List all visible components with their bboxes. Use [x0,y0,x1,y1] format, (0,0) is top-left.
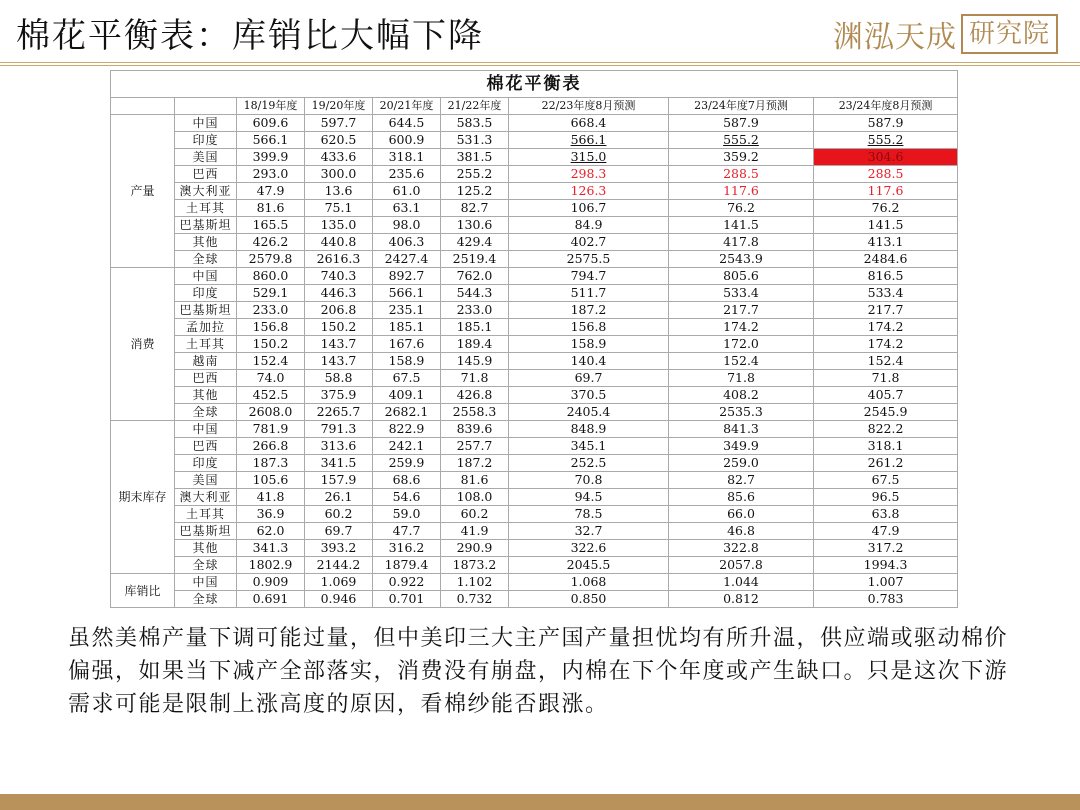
country-label: 印度 [175,285,237,302]
country-label: 中国 [175,115,237,132]
country-label: 全球 [175,557,237,574]
data-cell: 189.4 [441,336,509,353]
country-label: 美国 [175,472,237,489]
data-cell: 446.3 [305,285,373,302]
table-row [111,115,958,132]
data-cell: 242.1 [373,438,441,455]
data-cell: 1879.4 [373,557,441,574]
column-header: 18/19年度 [237,98,305,115]
data-cell: 26.1 [305,489,373,506]
data-cell: 41.9 [441,523,509,540]
data-cell: 1.007 [814,574,958,591]
data-cell: 2608.0 [237,404,305,421]
country-label: 其他 [175,387,237,404]
data-cell: 85.6 [669,489,814,506]
data-cell: 341.3 [237,540,305,557]
data-cell: 1994.3 [814,557,958,574]
data-cell: 108.0 [441,489,509,506]
data-cell: 233.0 [237,302,305,319]
data-cell: 892.7 [373,268,441,285]
data-cell: 172.0 [669,336,814,353]
data-cell: 2616.3 [305,251,373,268]
data-cell: 315.0 [509,149,669,166]
title-divider [0,62,1080,63]
data-cell: 185.1 [441,319,509,336]
data-cell: 402.7 [509,234,669,251]
data-cell: 36.9 [237,506,305,523]
section-label: 产量 [111,115,175,268]
data-cell: 259.0 [669,455,814,472]
data-cell: 288.5 [814,166,958,183]
data-cell: 0.946 [305,591,373,608]
data-cell: 125.2 [441,183,509,200]
data-cell: 71.8 [441,370,509,387]
data-cell: 143.7 [305,336,373,353]
data-cell: 150.2 [237,336,305,353]
data-cell: 2484.6 [814,251,958,268]
section-label: 期末库存 [111,421,175,574]
data-cell: 235.1 [373,302,441,319]
data-cell: 252.5 [509,455,669,472]
data-cell: 1802.9 [237,557,305,574]
data-cell: 405.7 [814,387,958,404]
data-cell: 794.7 [509,268,669,285]
country-label: 中国 [175,268,237,285]
data-cell: 117.6 [669,183,814,200]
column-header: 20/21年度 [373,98,441,115]
data-cell: 217.7 [814,302,958,319]
data-cell: 860.0 [237,268,305,285]
data-cell: 2405.4 [509,404,669,421]
data-cell: 322.6 [509,540,669,557]
country-label: 澳大利亚 [175,489,237,506]
data-cell: 762.0 [441,268,509,285]
data-cell: 61.0 [373,183,441,200]
data-cell: 187.2 [509,302,669,319]
table-row [111,506,958,523]
country-label: 印度 [175,132,237,149]
data-cell: 257.7 [441,438,509,455]
data-cell: 81.6 [441,472,509,489]
data-cell: 165.5 [237,217,305,234]
country-label: 其他 [175,540,237,557]
data-cell: 2519.4 [441,251,509,268]
data-cell: 235.6 [373,166,441,183]
data-cell: 822.9 [373,421,441,438]
table-row [111,200,958,217]
data-cell: 2682.1 [373,404,441,421]
column-header: 19/20年度 [305,98,373,115]
data-cell: 644.5 [373,115,441,132]
data-cell: 70.8 [509,472,669,489]
data-cell: 426.8 [441,387,509,404]
table-row [111,591,958,608]
logo-text: 渊泓天成 [832,20,957,55]
data-cell: 370.5 [509,387,669,404]
table-row [111,455,958,472]
data-cell: 2265.7 [305,404,373,421]
data-cell: 60.2 [441,506,509,523]
data-cell: 84.9 [509,217,669,234]
data-cell: 259.9 [373,455,441,472]
data-cell: 46.8 [669,523,814,540]
data-cell: 81.6 [237,200,305,217]
data-cell: 298.3 [509,166,669,183]
data-cell: 152.4 [814,353,958,370]
data-cell: 156.8 [509,319,669,336]
data-cell: 839.6 [441,421,509,438]
table-row [111,404,958,421]
data-cell: 345.1 [509,438,669,455]
data-cell: 152.4 [237,353,305,370]
data-cell: 187.2 [441,455,509,472]
data-cell: 848.9 [509,421,669,438]
table-row [111,166,958,183]
data-cell: 41.8 [237,489,305,506]
data-cell: 0.922 [373,574,441,591]
data-cell: 375.9 [305,387,373,404]
country-label: 中国 [175,574,237,591]
data-cell: 433.6 [305,149,373,166]
data-cell: 76.2 [669,200,814,217]
cotton-balance-table [110,70,958,608]
table-row [111,251,958,268]
data-cell: 78.5 [509,506,669,523]
data-cell: 413.1 [814,234,958,251]
data-cell: 2535.3 [669,404,814,421]
table-row [111,557,958,574]
data-cell: 126.3 [509,183,669,200]
data-cell: 255.2 [441,166,509,183]
data-cell: 0.812 [669,591,814,608]
data-cell: 555.2 [814,132,958,149]
data-cell: 185.1 [373,319,441,336]
data-cell: 66.0 [669,506,814,523]
data-cell: 316.2 [373,540,441,557]
data-cell: 59.0 [373,506,441,523]
data-cell: 822.2 [814,421,958,438]
data-cell: 0.783 [814,591,958,608]
data-cell: 359.2 [669,149,814,166]
data-cell: 417.8 [669,234,814,251]
data-cell: 0.691 [237,591,305,608]
data-cell: 408.2 [669,387,814,404]
country-label: 巴基斯坦 [175,523,237,540]
table-row [111,489,958,506]
data-cell: 82.7 [441,200,509,217]
data-cell: 60.2 [305,506,373,523]
data-cell: 152.4 [669,353,814,370]
data-cell: 313.6 [305,438,373,455]
data-cell: 452.5 [237,387,305,404]
data-cell: 318.1 [373,149,441,166]
data-cell: 531.3 [441,132,509,149]
data-cell: 75.1 [305,200,373,217]
section-label: 库销比 [111,574,175,608]
country-label: 巴西 [175,166,237,183]
data-cell: 300.0 [305,166,373,183]
country-label: 其他 [175,234,237,251]
data-cell: 145.9 [441,353,509,370]
country-label: 全球 [175,591,237,608]
data-cell: 117.6 [814,183,958,200]
data-cell: 1.068 [509,574,669,591]
data-cell: 587.9 [814,115,958,132]
data-cell: 2057.8 [669,557,814,574]
table-row [111,421,958,438]
data-cell: 668.4 [509,115,669,132]
data-cell: 791.3 [305,421,373,438]
country-label: 美国 [175,149,237,166]
data-cell: 816.5 [814,268,958,285]
slide-title: 棉花平衡表：库销比大幅下降 [16,16,484,56]
data-cell: 156.8 [237,319,305,336]
data-cell: 106.7 [509,200,669,217]
corner-cell [175,98,237,115]
data-cell: 583.5 [441,115,509,132]
country-label: 澳大利亚 [175,183,237,200]
data-cell: 322.8 [669,540,814,557]
data-cell: 71.8 [669,370,814,387]
data-cell: 98.0 [373,217,441,234]
data-cell: 533.4 [669,285,814,302]
country-label: 土耳其 [175,200,237,217]
data-cell: 233.0 [441,302,509,319]
data-cell: 349.9 [669,438,814,455]
table-row [111,234,958,251]
data-cell: 54.6 [373,489,441,506]
data-cell: 290.9 [441,540,509,557]
column-header: 23/24年度7月预测 [669,98,814,115]
data-cell: 544.3 [441,285,509,302]
country-label: 全球 [175,404,237,421]
data-cell: 174.2 [814,336,958,353]
column-header: 23/24年度8月预测 [814,98,958,115]
data-cell: 317.2 [814,540,958,557]
data-cell: 266.8 [237,438,305,455]
data-cell: 68.6 [373,472,441,489]
data-cell: 566.1 [373,285,441,302]
data-cell: 62.0 [237,523,305,540]
table-row [111,387,958,404]
data-cell: 174.2 [669,319,814,336]
table-row [111,132,958,149]
table-row [111,438,958,455]
table-row [111,523,958,540]
data-cell: 393.2 [305,540,373,557]
data-cell: 47.9 [237,183,305,200]
balance-table-container [110,70,957,608]
country-label: 全球 [175,251,237,268]
data-cell: 69.7 [305,523,373,540]
data-cell: 555.2 [669,132,814,149]
data-cell: 32.7 [509,523,669,540]
data-cell: 2144.2 [305,557,373,574]
data-cell: 96.5 [814,489,958,506]
data-cell: 94.5 [509,489,669,506]
data-cell: 0.701 [373,591,441,608]
data-cell: 2575.5 [509,251,669,268]
data-cell: 2579.8 [237,251,305,268]
data-cell: 381.5 [441,149,509,166]
data-cell: 71.8 [814,370,958,387]
data-cell: 1873.2 [441,557,509,574]
country-label: 越南 [175,353,237,370]
table-row [111,149,958,166]
data-cell: 63.8 [814,506,958,523]
data-cell: 805.6 [669,268,814,285]
table-row [111,268,958,285]
data-cell: 158.9 [509,336,669,353]
data-cell: 261.2 [814,455,958,472]
data-cell: 217.7 [669,302,814,319]
data-cell: 740.3 [305,268,373,285]
data-cell: 69.7 [509,370,669,387]
data-cell: 587.9 [669,115,814,132]
country-label: 土耳其 [175,336,237,353]
table-title: 棉花平衡表 [111,71,958,98]
data-cell: 0.732 [441,591,509,608]
table-row [111,183,958,200]
data-cell: 409.1 [373,387,441,404]
data-cell: 74.0 [237,370,305,387]
data-cell: 429.4 [441,234,509,251]
data-cell: 566.1 [509,132,669,149]
section-label: 消费 [111,268,175,421]
data-cell: 82.7 [669,472,814,489]
data-cell: 47.7 [373,523,441,540]
data-cell: 426.2 [237,234,305,251]
data-cell: 293.0 [237,166,305,183]
data-cell: 67.5 [814,472,958,489]
footer-bar [0,794,1080,810]
data-cell: 105.6 [237,472,305,489]
country-label: 印度 [175,455,237,472]
table-body [111,115,958,608]
data-cell: 288.5 [669,166,814,183]
logo-box-text: 研究院 [961,14,1058,54]
data-cell: 399.9 [237,149,305,166]
data-cell: 511.7 [509,285,669,302]
table-row [111,472,958,489]
data-cell: 781.9 [237,421,305,438]
country-label: 土耳其 [175,506,237,523]
table-row [111,319,958,336]
data-cell: 140.4 [509,353,669,370]
data-cell: 206.8 [305,302,373,319]
company-logo [833,12,1058,56]
data-cell: 157.9 [305,472,373,489]
data-cell: 318.1 [814,438,958,455]
data-cell: 135.0 [305,217,373,234]
table-row [111,336,958,353]
data-cell: 440.8 [305,234,373,251]
data-cell: 2045.5 [509,557,669,574]
table-row [111,574,958,591]
table-row [111,217,958,234]
data-cell: 141.5 [814,217,958,234]
column-header: 22/23年度8月预测 [509,98,669,115]
data-cell: 130.6 [441,217,509,234]
title-divider-secondary [0,65,1080,66]
data-cell: 0.850 [509,591,669,608]
data-cell: 841.3 [669,421,814,438]
data-cell: 141.5 [669,217,814,234]
data-cell: 1.102 [441,574,509,591]
data-cell: 63.1 [373,200,441,217]
data-cell: 1.069 [305,574,373,591]
column-header: 21/22年度 [441,98,509,115]
data-cell: 2558.3 [441,404,509,421]
table-row [111,353,958,370]
data-cell: 167.6 [373,336,441,353]
data-cell: 529.1 [237,285,305,302]
data-cell: 2545.9 [814,404,958,421]
country-label: 中国 [175,421,237,438]
data-cell: 566.1 [237,132,305,149]
country-label: 巴西 [175,370,237,387]
table-row [111,302,958,319]
data-cell: 2427.4 [373,251,441,268]
corner-cell [111,98,175,115]
data-cell: 341.5 [305,455,373,472]
data-cell: 150.2 [305,319,373,336]
data-cell: 174.2 [814,319,958,336]
data-cell: 406.3 [373,234,441,251]
data-cell: 47.9 [814,523,958,540]
country-label: 巴西 [175,438,237,455]
data-cell: 597.7 [305,115,373,132]
table-row [111,285,958,302]
data-cell: 2543.9 [669,251,814,268]
data-cell: 187.3 [237,455,305,472]
data-cell: 600.9 [373,132,441,149]
data-cell: 158.9 [373,353,441,370]
country-label: 巴基斯坦 [175,217,237,234]
data-cell: 67.5 [373,370,441,387]
data-cell: 1.044 [669,574,814,591]
data-cell: 0.909 [237,574,305,591]
country-label: 巴基斯坦 [175,302,237,319]
data-cell: 620.5 [305,132,373,149]
data-cell: 143.7 [305,353,373,370]
data-cell: 58.8 [305,370,373,387]
table-header-row [111,98,958,115]
country-label: 孟加拉 [175,319,237,336]
data-cell: 76.2 [814,200,958,217]
table-row [111,540,958,557]
data-cell: 13.6 [305,183,373,200]
table-row [111,370,958,387]
data-cell: 609.6 [237,115,305,132]
data-cell: 533.4 [814,285,958,302]
commentary-paragraph: 虽然美棉产量下调可能过量，但中美印三大主产国产量担忧均有所升温，供应端或驱动棉价偏强，如果当下减产全部落实，消费没有崩盘，内棉在下个年度或产生缺口。只是这次下游需求可能是限制上涨高度的原因，看棉纱能否跟涨。 [68,626,1009,717]
data-cell: 304.6 [814,149,958,166]
